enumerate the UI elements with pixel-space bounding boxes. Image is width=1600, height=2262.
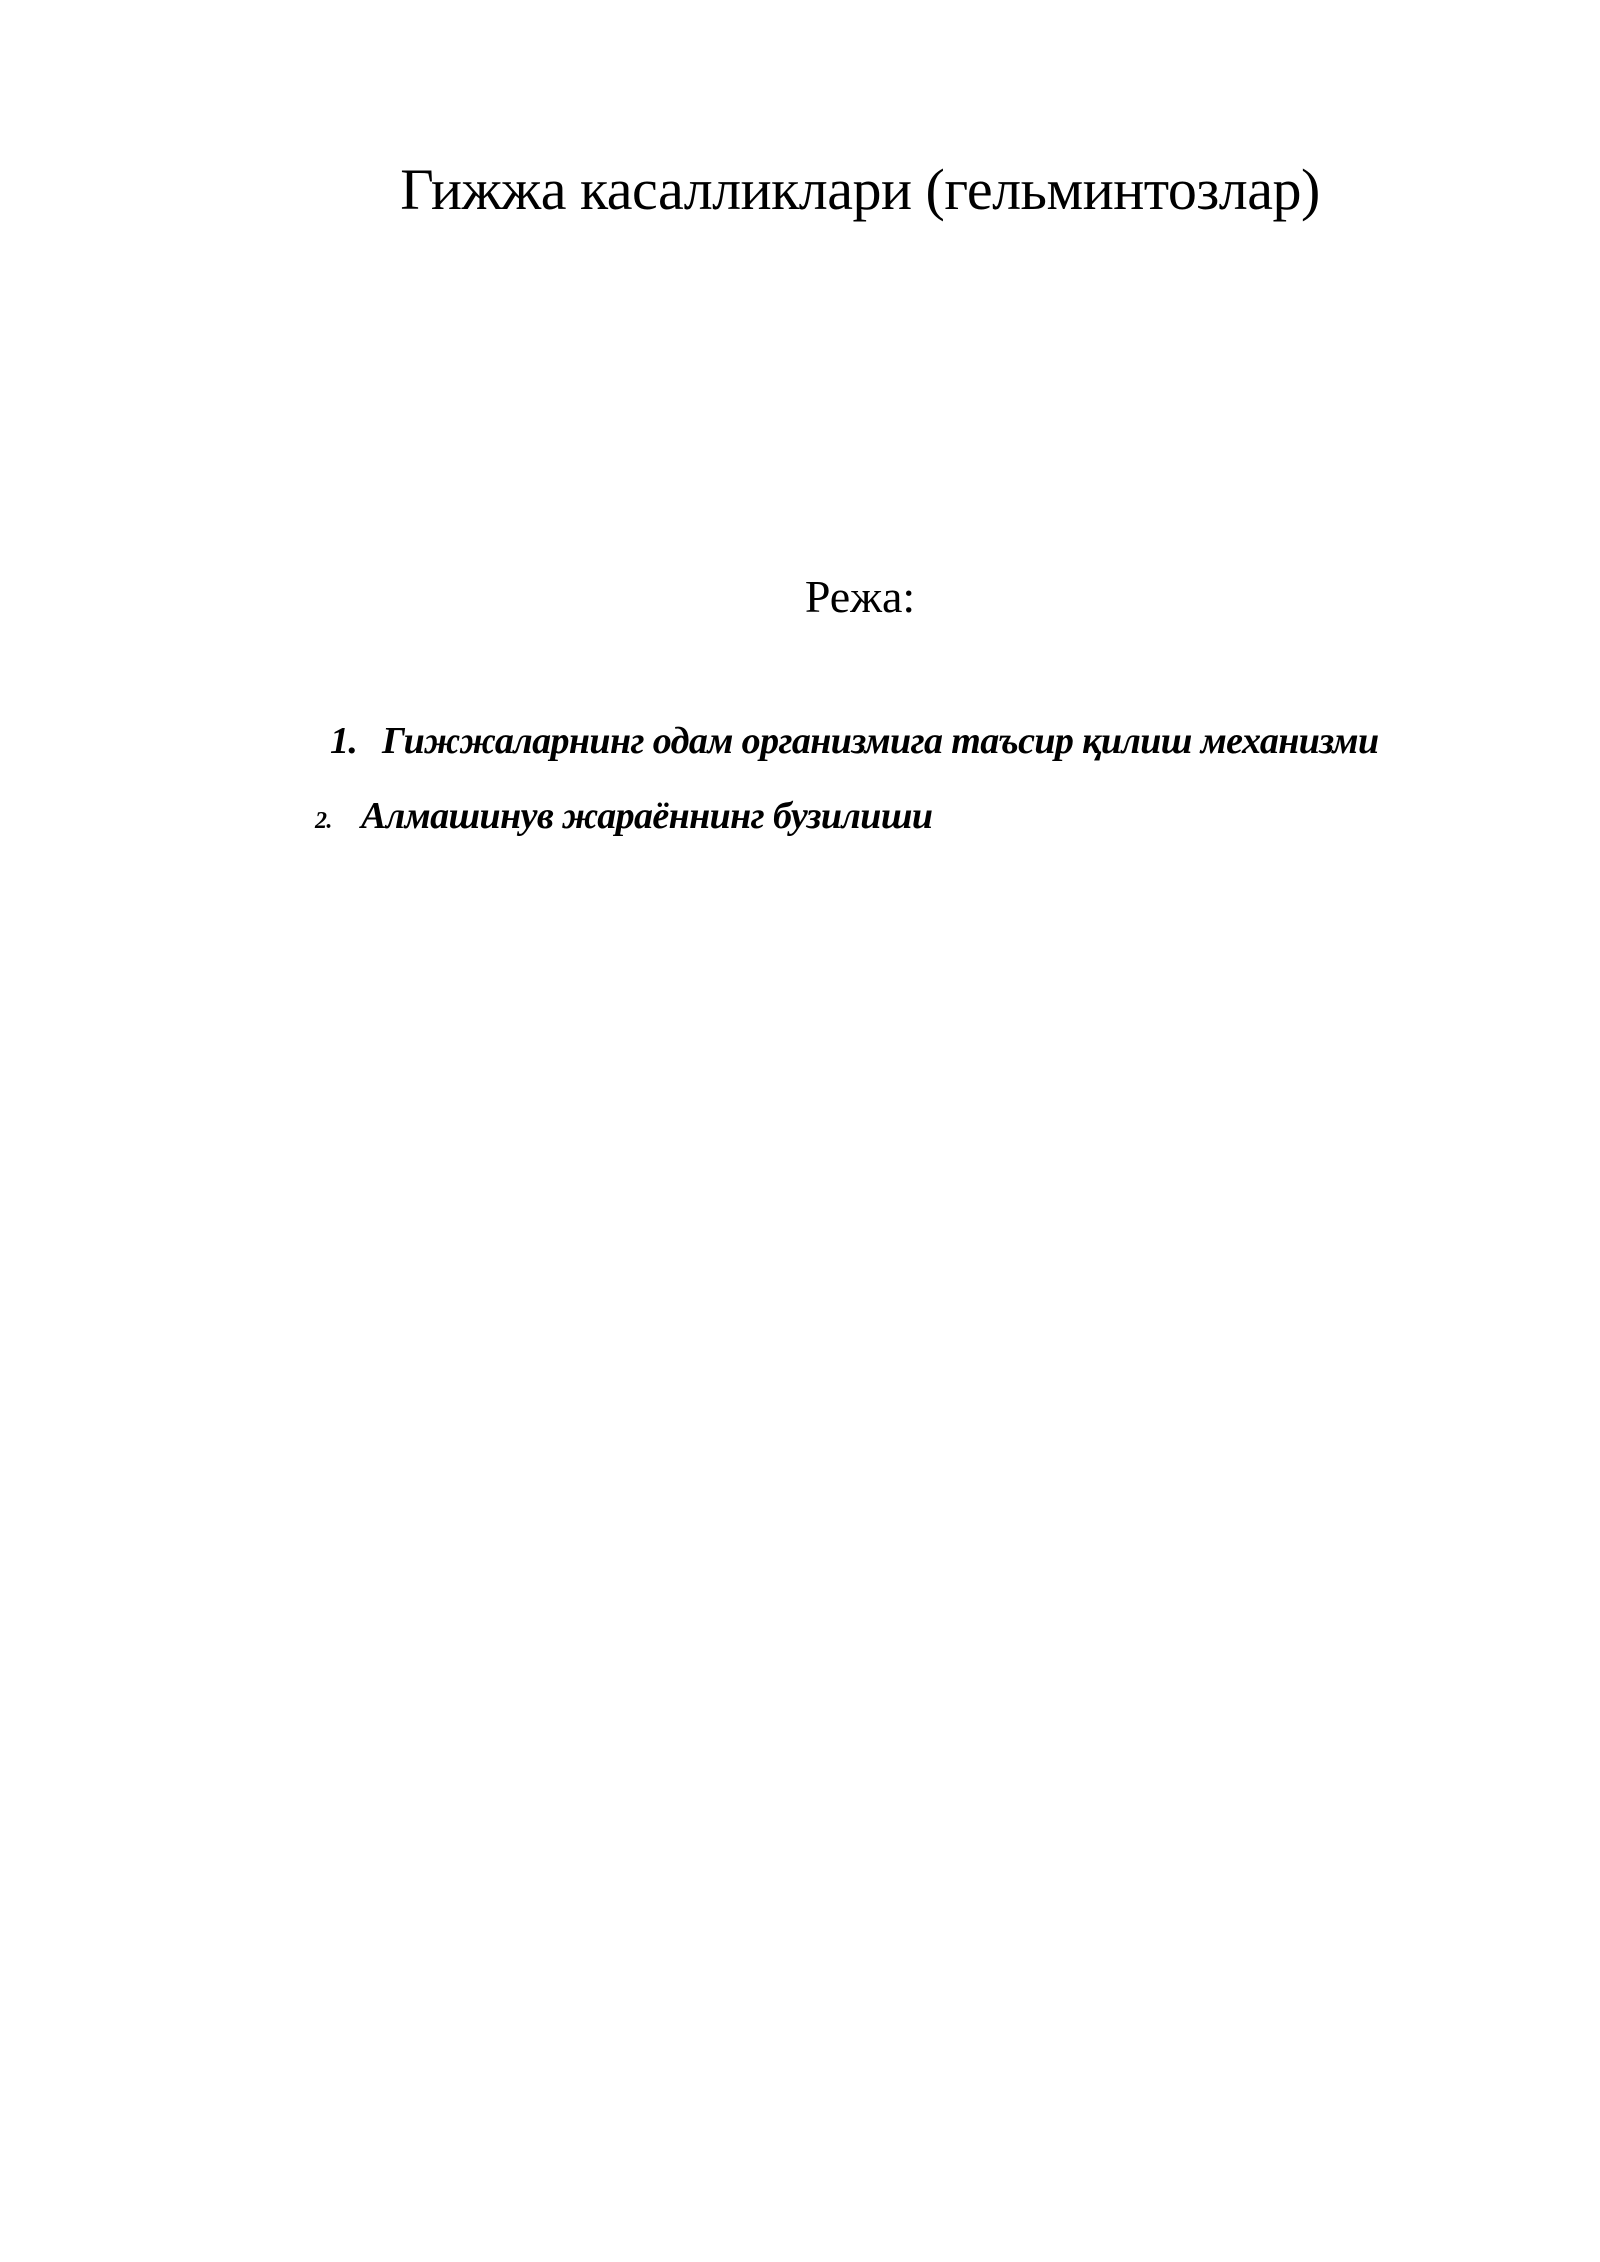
plan-item bbox=[330, 715, 1379, 767]
plan-item-text: Алмашинув жараённинг бузилиши bbox=[361, 795, 933, 837]
plan-heading: Режа: bbox=[804, 571, 916, 622]
document-title: Гижжа касалликлари (гельминтозлар) bbox=[400, 157, 1320, 222]
plan-item-number: 1. bbox=[330, 720, 358, 762]
plan-item-number: 2. bbox=[315, 808, 332, 834]
plan-item-text: Гижжаларнинг одам организмига таъсир қилиш механизми bbox=[382, 720, 1379, 762]
plan-item bbox=[315, 790, 932, 847]
